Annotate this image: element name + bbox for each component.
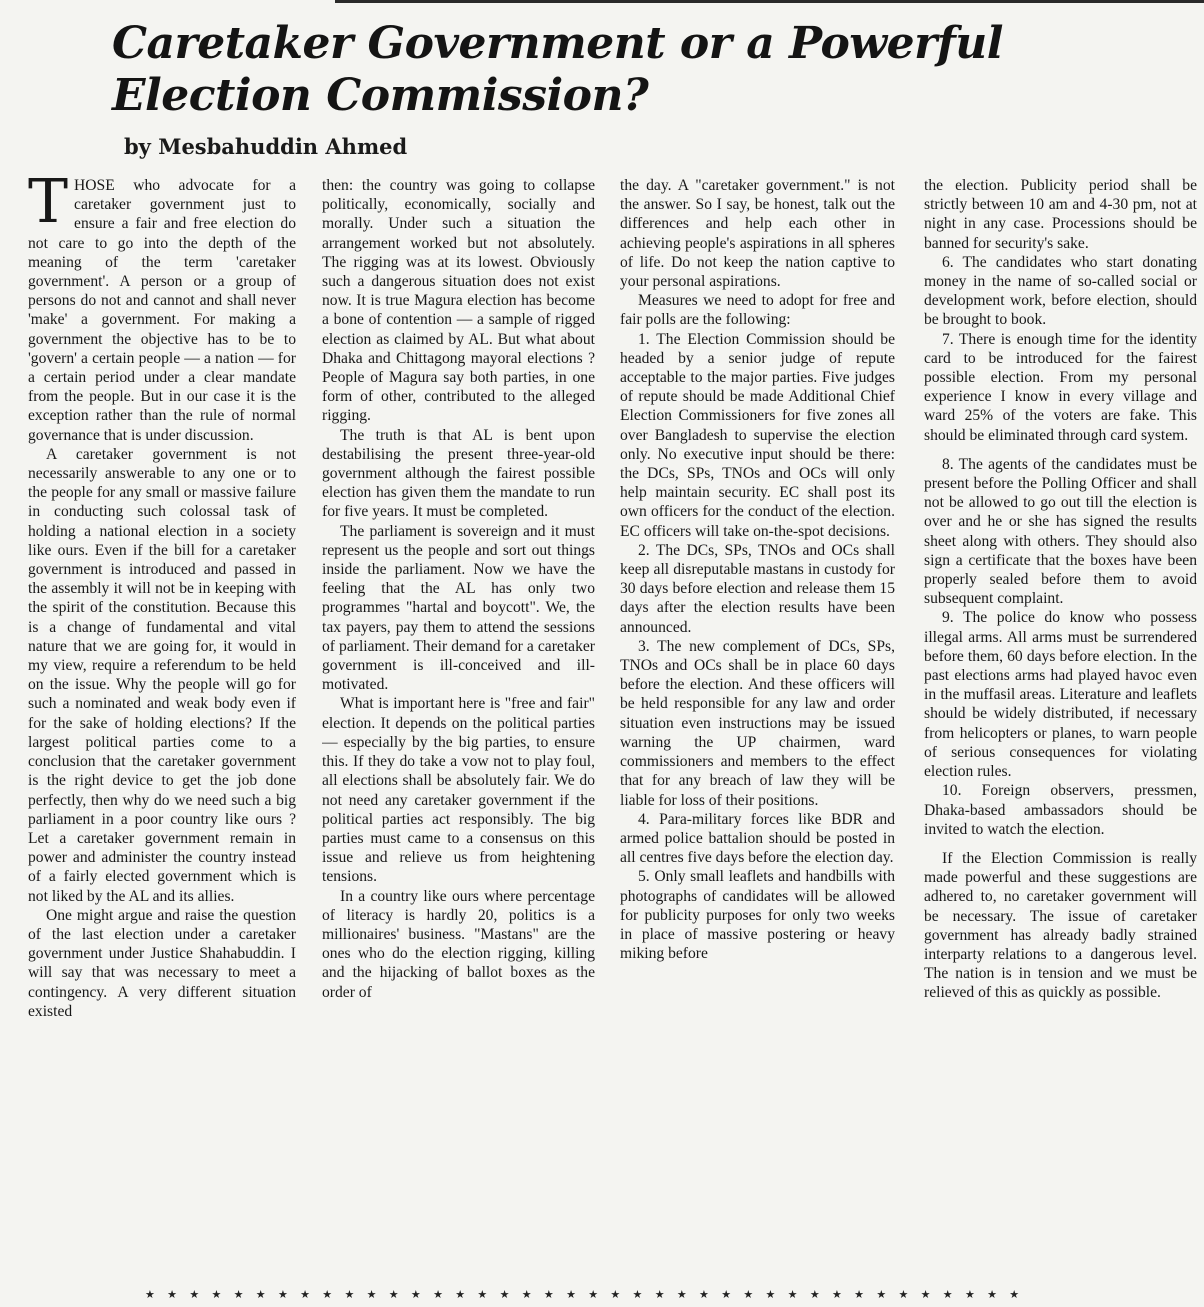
paragraph: 2. The DCs, SPs, TNOs and OCs shall keep all disreputable mastans in custody for 30 days before election and release them 15 days after the election results have been announced. bbox=[620, 541, 895, 636]
article-title bbox=[112, 18, 1003, 122]
paragraph: A caretaker government is not necessarily answerable to any one or to the people for any small or massive failure in conducting such colossal task of holding a national election in a society like ours. Even if the bill for a caretaker government is introduced and passed in the assembly it will not be in keeping with the spirit of the constitution. Because this is a change of fundamental and vital nature that we are going for, it would in my view, require a referendum to be held on the issue. Why the people will go for such a nominated and weak body even if for the sake of holding elections? If the largest political parties come to a conclusion that the caretaker government is the right device to get the job done perfectly, then why do we need such a big parliament in a poor country like ours ? Let a caretaker government remain in power and administer the country instead of a fairly elected government which is not liked by the AL and its allies. bbox=[28, 445, 296, 905]
paragraph: The truth is that AL is bent upon destabilising the present three-year-old government although the fairest possible election has given them the mandate to run for five years. It must be completed. bbox=[322, 426, 595, 521]
paragraph: then: the country was going to collapse politically, economically, socially and morally. Under such a situation the arrangement worked but not absolutely. The rigging was at its lowest. Obviously such a dangerous situation does not exist now. It is true Magura election has become a bone of contention — a sample of rigged election as claimed by AL. But what about Dhaka and Chittagong mayoral elections ? People of Magura say both parties, in one form of other, contributed to the alleged rigging. bbox=[322, 177, 595, 425]
paragraph: In a country like ours where percentage of literacy is hardly 20, politics is a millionaires' business. "Mastans" are the ones who do the election rigging, killing and the hijacking of ballot boxes as the order of bbox=[322, 887, 595, 1001]
paragraph: 9. The police do know who possess illegal arms. All arms must be surrendered before them, 60 days before election. In the past elections arms had played havoc even in the muffasil areas. Literature and leaflets should be widely distributed, if necessary from helicopters or planes, to warn people of serious consequences for violating election rules. bbox=[924, 609, 1197, 781]
paragraph: THOSE who advocate for a caretaker government just to ensure a fair and free election do not care to go into the depth of the meaning of the term 'caretaker government'. A person or a group of persons do not and cannot and shall never 'make' a government. For making a government the objective has to be to 'govern' a certain people — a nation — for a certain period under a clear mandate from the people. But in our case it is the exception rather than the rule of normal governance that is under discussion. bbox=[28, 176, 296, 444]
paragraph: 7. There is enough time for the identity card to be introduced for the fairest possible election. From my personal experience I know in every village and ward 25% of the voters are fake. This should be eliminated through card system. bbox=[924, 330, 1197, 444]
paragraph: The parliament is sovereign and it must represent us the people and sort out things inside the parliament. Now we have the feeling that the AL has only two programmes "hartal and boycott". We, the tax payers, pay them to attend the sessions of parliament. Their demand for a caretaker government is ill-conceived and ill-motivated. bbox=[322, 522, 595, 694]
column-3 bbox=[620, 176, 895, 1286]
paragraph: the election. Publicity period shall be strictly between 10 am and 4-30 pm, not at night in any case. Processions should be banned for security's sake. bbox=[924, 177, 1197, 252]
paragraph: 6. The candidates who start donating money in the name of so-called social or development work, before election, should be brought to book. bbox=[924, 253, 1197, 329]
paragraph: 1. The Election Commission should be headed by a senior judge of repute acceptable to the major parties. Five judges of repute should be made Additional Chief Election Commissioners for five zones all over Bangladesh to supervise the election only. No executive input should be there: the DCs, SPs, TNOs and OCs will only help maintain security. EC shall post its own officers for the conduct of the election. EC officers will take on-the-spot decisions. bbox=[620, 330, 895, 540]
paragraph: One might argue and raise the question of the last election under a caretaker government under Justice Shahabuddin. I will say that was necessary to meet a contingency. A very different situation existed bbox=[28, 906, 296, 1020]
title-line-1: Caretaker Government or a Powerful bbox=[112, 18, 1003, 69]
paragraph: Measures we need to adopt for free and fair polls are the following: bbox=[620, 292, 895, 329]
paragraph: the day. A "caretaker government." is not the answer. So I say, be honest, talk out the differences and help each other in achieving people's aspirations in all spheres of life. Do not keep the nation captive to your personal aspirations. bbox=[620, 177, 895, 291]
paragraph: What is important here is "free and fair" election. It depends on the political parties — especially by the big parties, to ensure this. If they do take a vow not to play foul, all elections shall be absolutely fair. We do not need any caretaker government if the political parties act responsibly. The big parties must came to a consensus on this issue and relieve us from heightening tensions. bbox=[322, 695, 595, 886]
drop-cap: T bbox=[28, 176, 69, 237]
paragraph: If the Election Commission is really made powerful and these suggestions are adhered to, no caretaker government will be necessary. The issue of caretaker government has already badly strained interparty relations to a dangerous level. The nation is in tension and we must be relieved of this as quickly as possible. bbox=[924, 849, 1197, 1002]
column-2 bbox=[322, 176, 595, 1286]
column-4 bbox=[924, 176, 1197, 1286]
star-divider: ★★★★★★★★★★★★★★★★★★★★★★★★★★★★★★★★★★★★★★★★ bbox=[145, 1288, 1032, 1301]
title-line-2: Election Commission? bbox=[112, 70, 649, 121]
paragraph: 8. The agents of the candidates must be present before the Polling Officer and shall not be allowed to go out till the election is over and he or she has signed the results sheet along with others. They should also sign a certificate that the boxes have been properly sealed before them to avoid subsequent complaint. bbox=[924, 455, 1197, 608]
top-rule bbox=[335, 0, 1204, 3]
byline: by Mesbahuddin Ahmed bbox=[124, 134, 408, 159]
column-1 bbox=[28, 176, 296, 1286]
paragraph: 5. Only small leaflets and handbills with photographs of candidates will be allowed for publicity purposes for only two weeks in place of massive postering or heavy miking before bbox=[620, 868, 895, 963]
paragraph: 4. Para-military forces like BDR and armed police battalion should be posted in all centres five days before the election day. bbox=[620, 810, 895, 867]
paragraph: 3. The new complement of DCs, SPs, TNOs and OCs shall be in place 60 days before the election. And these officers will be held responsible for any law and order situation even instructions may be issued warning the UP chairmen, ward commissioners and members to the effect that for any breach of law they will be liable for loss of their positions. bbox=[620, 637, 895, 809]
paragraph: 10. Foreign observers, pressmen, Dhaka-based ambassadors should be invited to watch the election. bbox=[924, 782, 1197, 838]
